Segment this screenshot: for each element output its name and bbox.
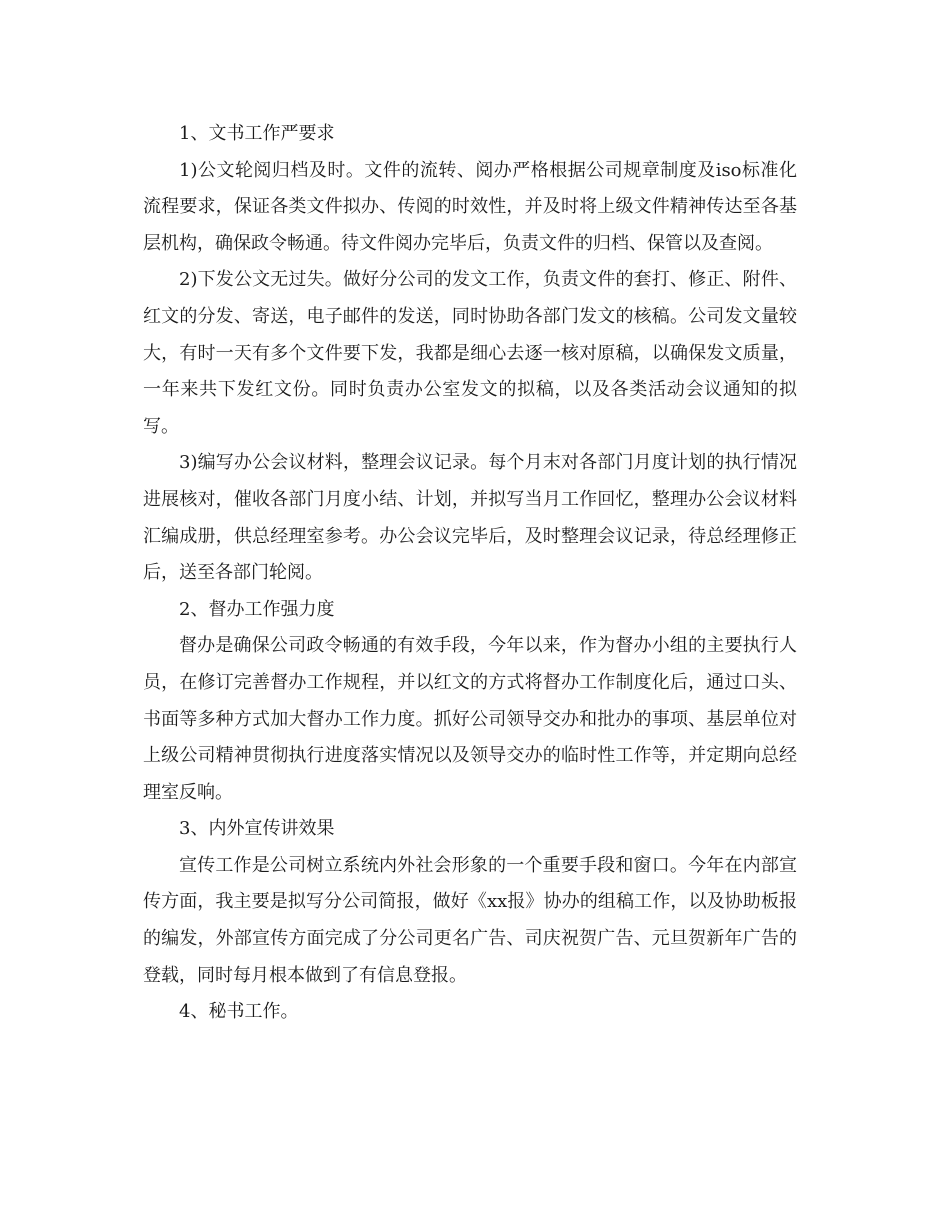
paragraph-1-3: 3)编写办公会议材料，整理会议记录。每个月末对各部门月度计划的执行情况进展核对，催收各部门月度小结、计划，并拟写当月工作回忆，整理办公会议材料汇编成册，供总经理室参考。办公会议完毕后，及时整理会议记录，待总经理修正后，送至各部门轮阅。 bbox=[143, 452, 797, 584]
paragraph-3: 宣传工作是公司树立系统内外社会形象的一个重要手段和窗口。今年在内部宣传方面，我主要是拟写分公司简报，做好《xx报》协办的组稿工作，以及协助板报的编发，外部宣传方面完成了分公司更名广告、司庆祝贺广告、元旦贺新年广告的登载，同时每月根本做到了有信息登报。 bbox=[143, 854, 797, 986]
document-body bbox=[143, 116, 797, 1031]
section-heading-2: 2、督办工作强力度 bbox=[179, 598, 335, 620]
section-heading-4: 4、秘书工作。 bbox=[179, 1001, 299, 1023]
section-heading-1: 1、文书工作严要求 bbox=[179, 123, 335, 144]
paragraph-2: 督办是确保公司政令畅通的有效手段，今年以来，作为督办小组的主要执行人员，在修订完善督办工作规程，并以红文的方式将督办工作制度化后，通过口头、书面等多种方式加大督办工作力度。抓好公司领导交办和批办的事项、基层单位对上级公司精神贯彻执行进度落实情况以及领导交办的临时性工作等，并定期向总经理室反响。 bbox=[143, 635, 797, 803]
paragraph-1-1: 1)公文轮阅归档及时。文件的流转、阅办严格根据公司规章制度及iso标准化流程要求，保证各类文件拟办、传阅的时效性，并及时将上级文件精神传达至各基层机构，确保政令畅通。待文件阅办完毕后，负责文件的归档、保管以及查阅。 bbox=[143, 159, 797, 254]
section-heading-3: 3、内外宣传讲效果 bbox=[179, 818, 335, 840]
paragraph-1-2: 2)下发公文无过失。做好分公司的发文工作，负责文件的套打、修正、附件、红文的分发、寄送，电子邮件的发送，同时协助各部门发文的核稿。公司发文量较大，有时一天有多个文件要下发，我都是细心去逐一核对原稿，以确保发文质量，一年来共下发红文份。同时负责办公室发文的拟稿，以及各类活动会议通知的拟写。 bbox=[143, 269, 797, 437]
